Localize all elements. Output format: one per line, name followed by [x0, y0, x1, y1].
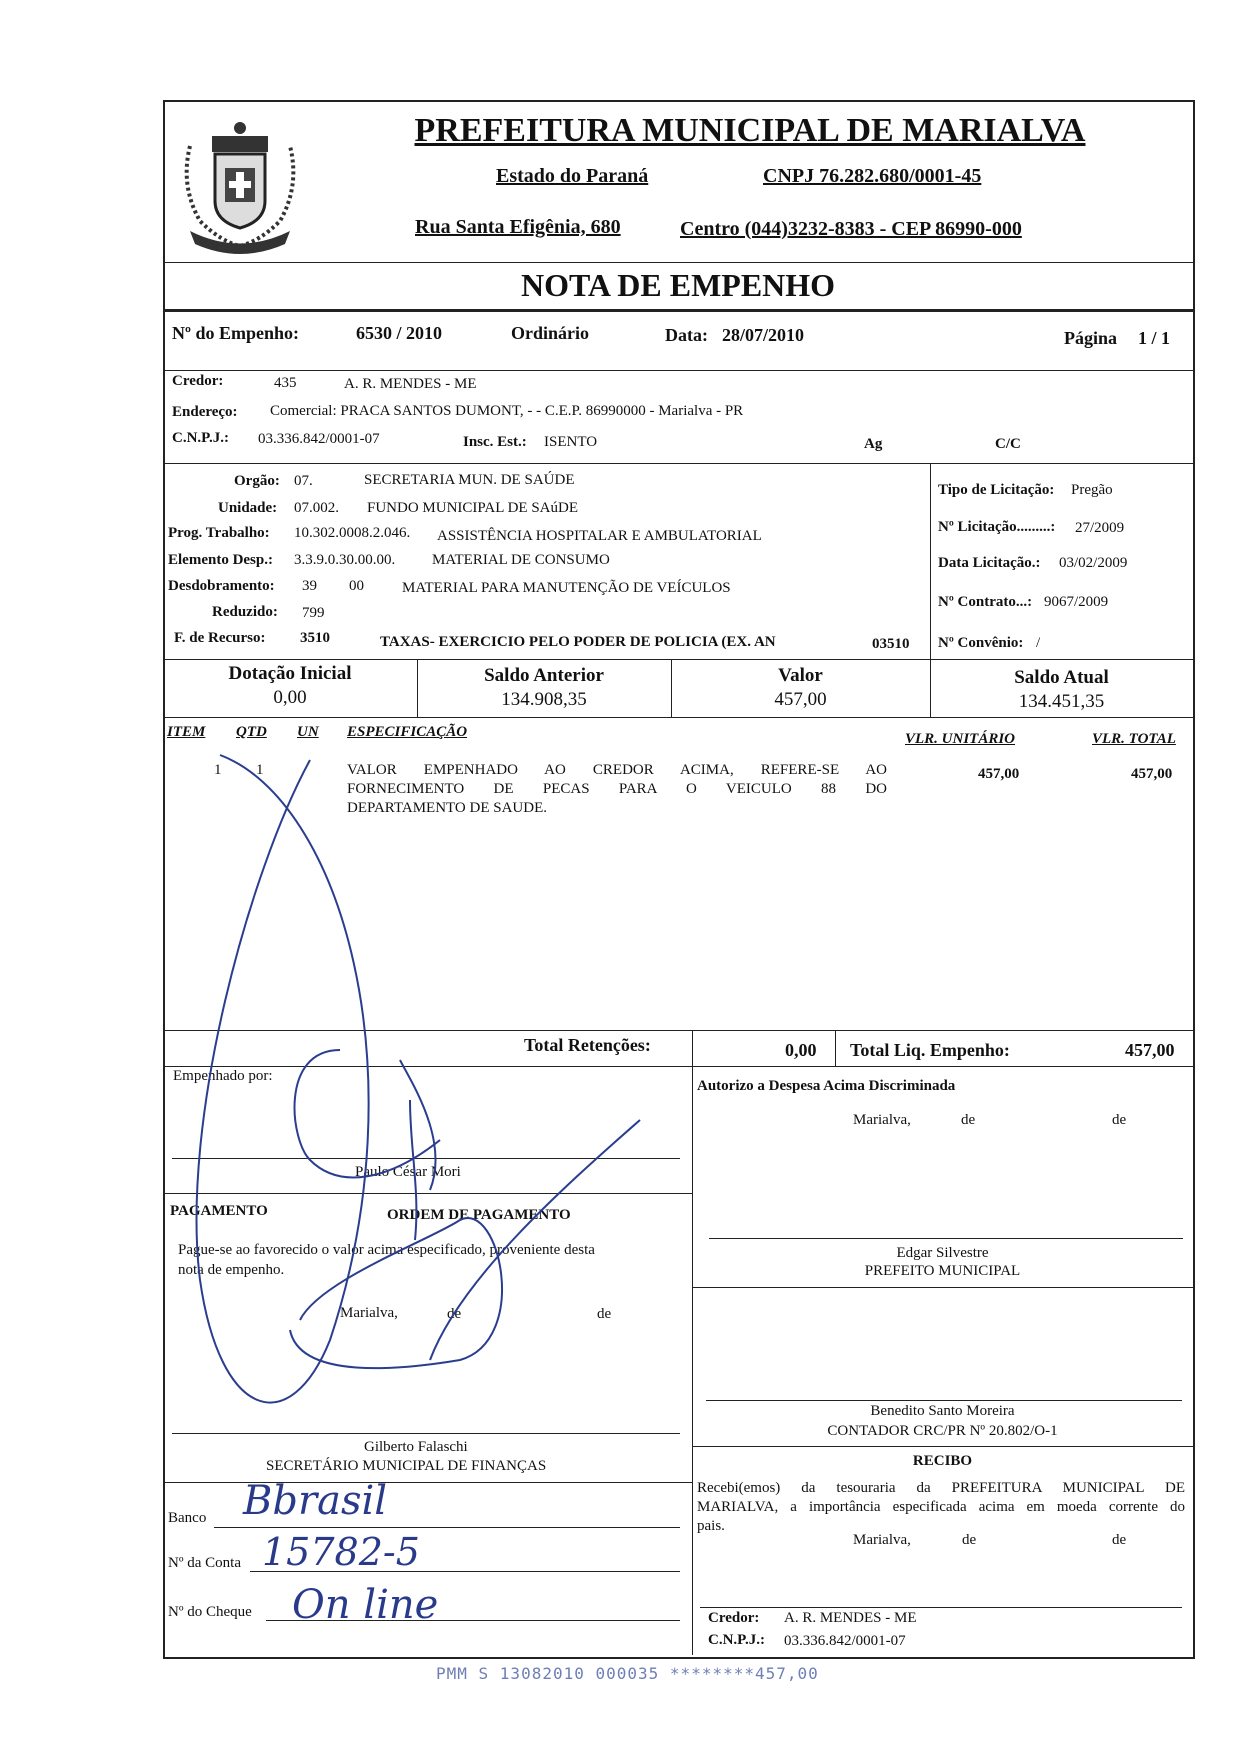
orgao-label: Orgão:	[234, 473, 280, 489]
row-total-value: 457,00	[1131, 766, 1173, 782]
credor-name: A. R. MENDES - ME	[344, 376, 477, 392]
contador-name: Benedito Santo Moreira	[870, 1403, 1015, 1419]
prog-label: Prog. Trabalho:	[168, 525, 270, 541]
row-desc-line-1: VALOR EMPENHADO AO CREDOR ACIMA, REFERE-SE AO	[347, 762, 887, 778]
row-unit-value: 457,00	[978, 766, 1020, 782]
header-district-phone: Centro (044)3232-8383 - CEP 86990-000	[680, 218, 1022, 240]
handwritten-signatures	[160, 720, 720, 1490]
recurso-name: TAXAS- EXERCICIO PELO PODER DE POLICIA (EX. AN	[380, 634, 776, 650]
divider	[163, 659, 1193, 660]
convenio-value: /	[1036, 635, 1041, 651]
pagamento-label: PAGAMENTO	[170, 1203, 268, 1219]
dotacao-label: Dotação Inicial	[228, 663, 352, 684]
recibo-de-1: de	[962, 1532, 977, 1548]
conta-label: Nº da Conta	[168, 1555, 241, 1571]
recibo-text-1: Recebi(emos) da tesouraria da PREFEITURA MUNICIPAL DE	[697, 1480, 1185, 1496]
recibo-cnpj: 03.336.842/0001-07	[784, 1633, 906, 1649]
recurso-code: 3510	[300, 630, 330, 646]
orgao-name: SECRETARIA MUN. DE SAÚDE	[364, 472, 575, 488]
saldo-anterior-label: Saldo Anterior	[484, 665, 604, 686]
row-item: 1	[214, 762, 222, 778]
recurso-code-2: 03510	[872, 636, 910, 652]
contrato-label: Nº Contrato...:	[938, 594, 1033, 610]
prog-code: 10.302.0008.2.046.	[294, 525, 411, 541]
prefeito-title: PREFEITO MUNICIPAL	[864, 1263, 1021, 1279]
municipal-crest-logo	[170, 106, 310, 256]
prefeito-name: Edgar Silvestre	[896, 1245, 989, 1261]
bank-authentication-stamp: PMM S 13082010 000035 ********457,00	[436, 1664, 819, 1683]
divider	[163, 309, 1193, 312]
total-liquido-label: Total Liq. Empenho:	[850, 1040, 1010, 1060]
credor-insc: ISENTO	[544, 434, 598, 450]
convenio-label: Nº Convênio:	[938, 635, 1024, 651]
row-desc-line-2: FORNECIMENTO DE PECAS PARA O VEICULO 88 DO	[347, 781, 887, 797]
desdobramento-sub: 00	[349, 578, 364, 594]
total-retencoes-value: 0,00	[785, 1040, 817, 1060]
secretario-name: Gilberto Falaschi	[364, 1439, 468, 1455]
credor-address: Comercial: PRACA SANTOS DUMONT, - - C.E.P. 86990000 - Marialva - PR	[270, 403, 744, 419]
num-licitacao-label: Nº Licitação.........:	[938, 519, 1056, 535]
desdobramento-code: 39	[302, 578, 317, 594]
signature-line	[706, 1400, 1182, 1401]
valor-value: 457,00	[774, 689, 827, 710]
contrato-number: 9067/2009	[1044, 594, 1109, 610]
credor-code: 435	[274, 375, 297, 391]
secretario-title: SECRETÁRIO MUNICIPAL DE FINANÇAS	[266, 1458, 547, 1474]
signature-line	[700, 1607, 1182, 1608]
recibo-de-2: de	[1112, 1532, 1127, 1548]
elemento-label: Elemento Desp.:	[168, 552, 273, 568]
header-title: PREFEITURA MUNICIPAL DE MARIALVA	[414, 112, 1086, 149]
tipo-licitacao: Pregão	[1071, 482, 1113, 498]
divider	[692, 1446, 1193, 1447]
banco-line	[214, 1527, 680, 1528]
empenho-number: 6530 / 2010	[356, 323, 443, 343]
valor-label: Valor	[778, 665, 823, 686]
credor-label: Credor:	[172, 373, 224, 389]
recibo-cnpj-label: C.N.P.J.:	[708, 1632, 765, 1648]
reduzido-label: Reduzido:	[212, 604, 278, 620]
desdobramento-label: Desdobramento:	[168, 578, 275, 594]
page-number: 1 / 1	[1138, 328, 1171, 348]
saldo-atual-label: Saldo Atual	[1014, 667, 1109, 688]
elemento-name: MATERIAL DE CONSUMO	[432, 552, 610, 568]
conta-handwritten: 15782-5	[262, 1530, 420, 1574]
endereco-label: Endereço:	[172, 404, 238, 420]
pagamento-de-1: de	[447, 1306, 462, 1322]
recibo-city: Marialva,	[853, 1532, 911, 1548]
pagamento-de-2: de	[597, 1306, 612, 1322]
banco-handwritten: Bbrasil	[243, 1478, 388, 1524]
unidade-label: Unidade:	[218, 500, 278, 516]
reduzido-value: 799	[302, 605, 325, 621]
col-item-header: ITEM	[167, 724, 206, 740]
signature-line	[709, 1238, 1183, 1239]
divider	[163, 717, 1193, 718]
autorizo-text: Autorizo a Despesa Acima Discriminada	[697, 1078, 956, 1094]
recurso-label: F. de Recurso:	[174, 630, 266, 646]
col-qtd-header: QTD	[236, 724, 267, 740]
empenho-date-label: Data:	[665, 325, 708, 345]
row-qtd: 1	[256, 762, 264, 778]
divider	[163, 370, 1193, 371]
recibo-text-3: pais.	[697, 1518, 725, 1534]
recibo-title: RECIBO	[912, 1453, 973, 1469]
banco-label: Banco	[168, 1510, 207, 1526]
desdobramento-name: MATERIAL PARA MANUTENÇÃO DE VEÍCULOS	[402, 580, 731, 596]
divider	[692, 1287, 1193, 1288]
row-desc-line-3: DEPARTAMENTO DE SAUDE.	[347, 800, 547, 816]
total-retencoes-label: Total Retenções:	[524, 1035, 651, 1055]
document-title: NOTA DE EMPENHO	[520, 267, 836, 303]
prog-name: ASSISTÊNCIA HOSPITALAR E AMBULATORIAL	[437, 528, 762, 544]
autorizo-de-1: de	[961, 1112, 976, 1128]
data-licitacao: 03/02/2009	[1059, 555, 1128, 571]
empenho-label: Nº do Empenho:	[172, 323, 299, 343]
header-state: Estado do Paraná	[496, 165, 649, 187]
empenhado-name: Paulo César Mori	[355, 1164, 461, 1180]
cnpj-label: C.N.P.J.:	[172, 430, 229, 446]
pagamento-text-1: Pague-se ao favorecido o valor acima especificado, proveniente desta	[178, 1242, 595, 1258]
cc-label: C/C	[995, 436, 1021, 452]
elemento-code: 3.3.9.0.30.00.00.	[294, 552, 396, 568]
empenho-type: Ordinário	[511, 323, 590, 343]
col-un-header: UN	[297, 724, 319, 740]
total-liquido-value: 457,00	[1125, 1040, 1175, 1060]
divider	[163, 463, 1193, 464]
unidade-name: FUNDO MUNICIPAL DE SAúDE	[367, 500, 578, 516]
recibo-credor: A. R. MENDES - ME	[784, 1610, 917, 1626]
pagamento-city: Marialva,	[340, 1305, 398, 1321]
empenho-date: 28/07/2010	[722, 325, 805, 345]
saldo-anterior-value: 134.908,35	[501, 689, 587, 710]
orgao-code: 07.	[294, 473, 313, 489]
header-cnpj: CNPJ 76.282.680/0001-45	[763, 165, 982, 187]
dotacao-value: 0,00	[273, 687, 307, 708]
divider	[835, 1030, 836, 1066]
tipo-licitacao-label: Tipo de Licitação:	[938, 482, 1055, 498]
ordem-pagamento-title: ORDEM DE PAGAMENTO	[387, 1207, 571, 1223]
cheque-handwritten: On line	[292, 1582, 439, 1628]
cheque-label: Nº do Cheque	[168, 1604, 252, 1620]
page-label: Página	[1064, 328, 1118, 348]
col-especificacao-header: ESPECIFICAÇÃO	[347, 724, 468, 740]
empenhado-label: Empenhado por:	[173, 1068, 273, 1084]
pagamento-text-2: nota de empenho.	[178, 1262, 285, 1278]
col-vlr-total-header: VLR. TOTAL	[1092, 731, 1176, 747]
autorizo-city: Marialva,	[853, 1112, 911, 1128]
num-licitacao: 27/2009	[1075, 520, 1125, 536]
saldo-atual-value: 134.451,35	[1018, 691, 1105, 712]
credor-cnpj: 03.336.842/0001-07	[258, 431, 380, 447]
insc-label: Insc. Est.:	[463, 434, 527, 450]
autorizo-de-2: de	[1112, 1112, 1127, 1128]
col-vlr-unitario-header: VLR. UNITÁRIO	[905, 731, 1016, 747]
recibo-text-2: MARIALVA, a importância especificada acima em moeda corrente do	[697, 1499, 1185, 1515]
ag-label: Ag	[864, 436, 883, 452]
contador-title: CONTADOR CRC/PR Nº 20.802/O-1	[827, 1423, 1058, 1439]
header-address: Rua Santa Efigênia, 680	[415, 216, 621, 238]
unidade-code: 07.002.	[294, 500, 339, 516]
recibo-credor-label: Credor:	[708, 1610, 760, 1626]
divider	[930, 463, 931, 659]
data-licitacao-label: Data Licitação.:	[938, 555, 1041, 571]
